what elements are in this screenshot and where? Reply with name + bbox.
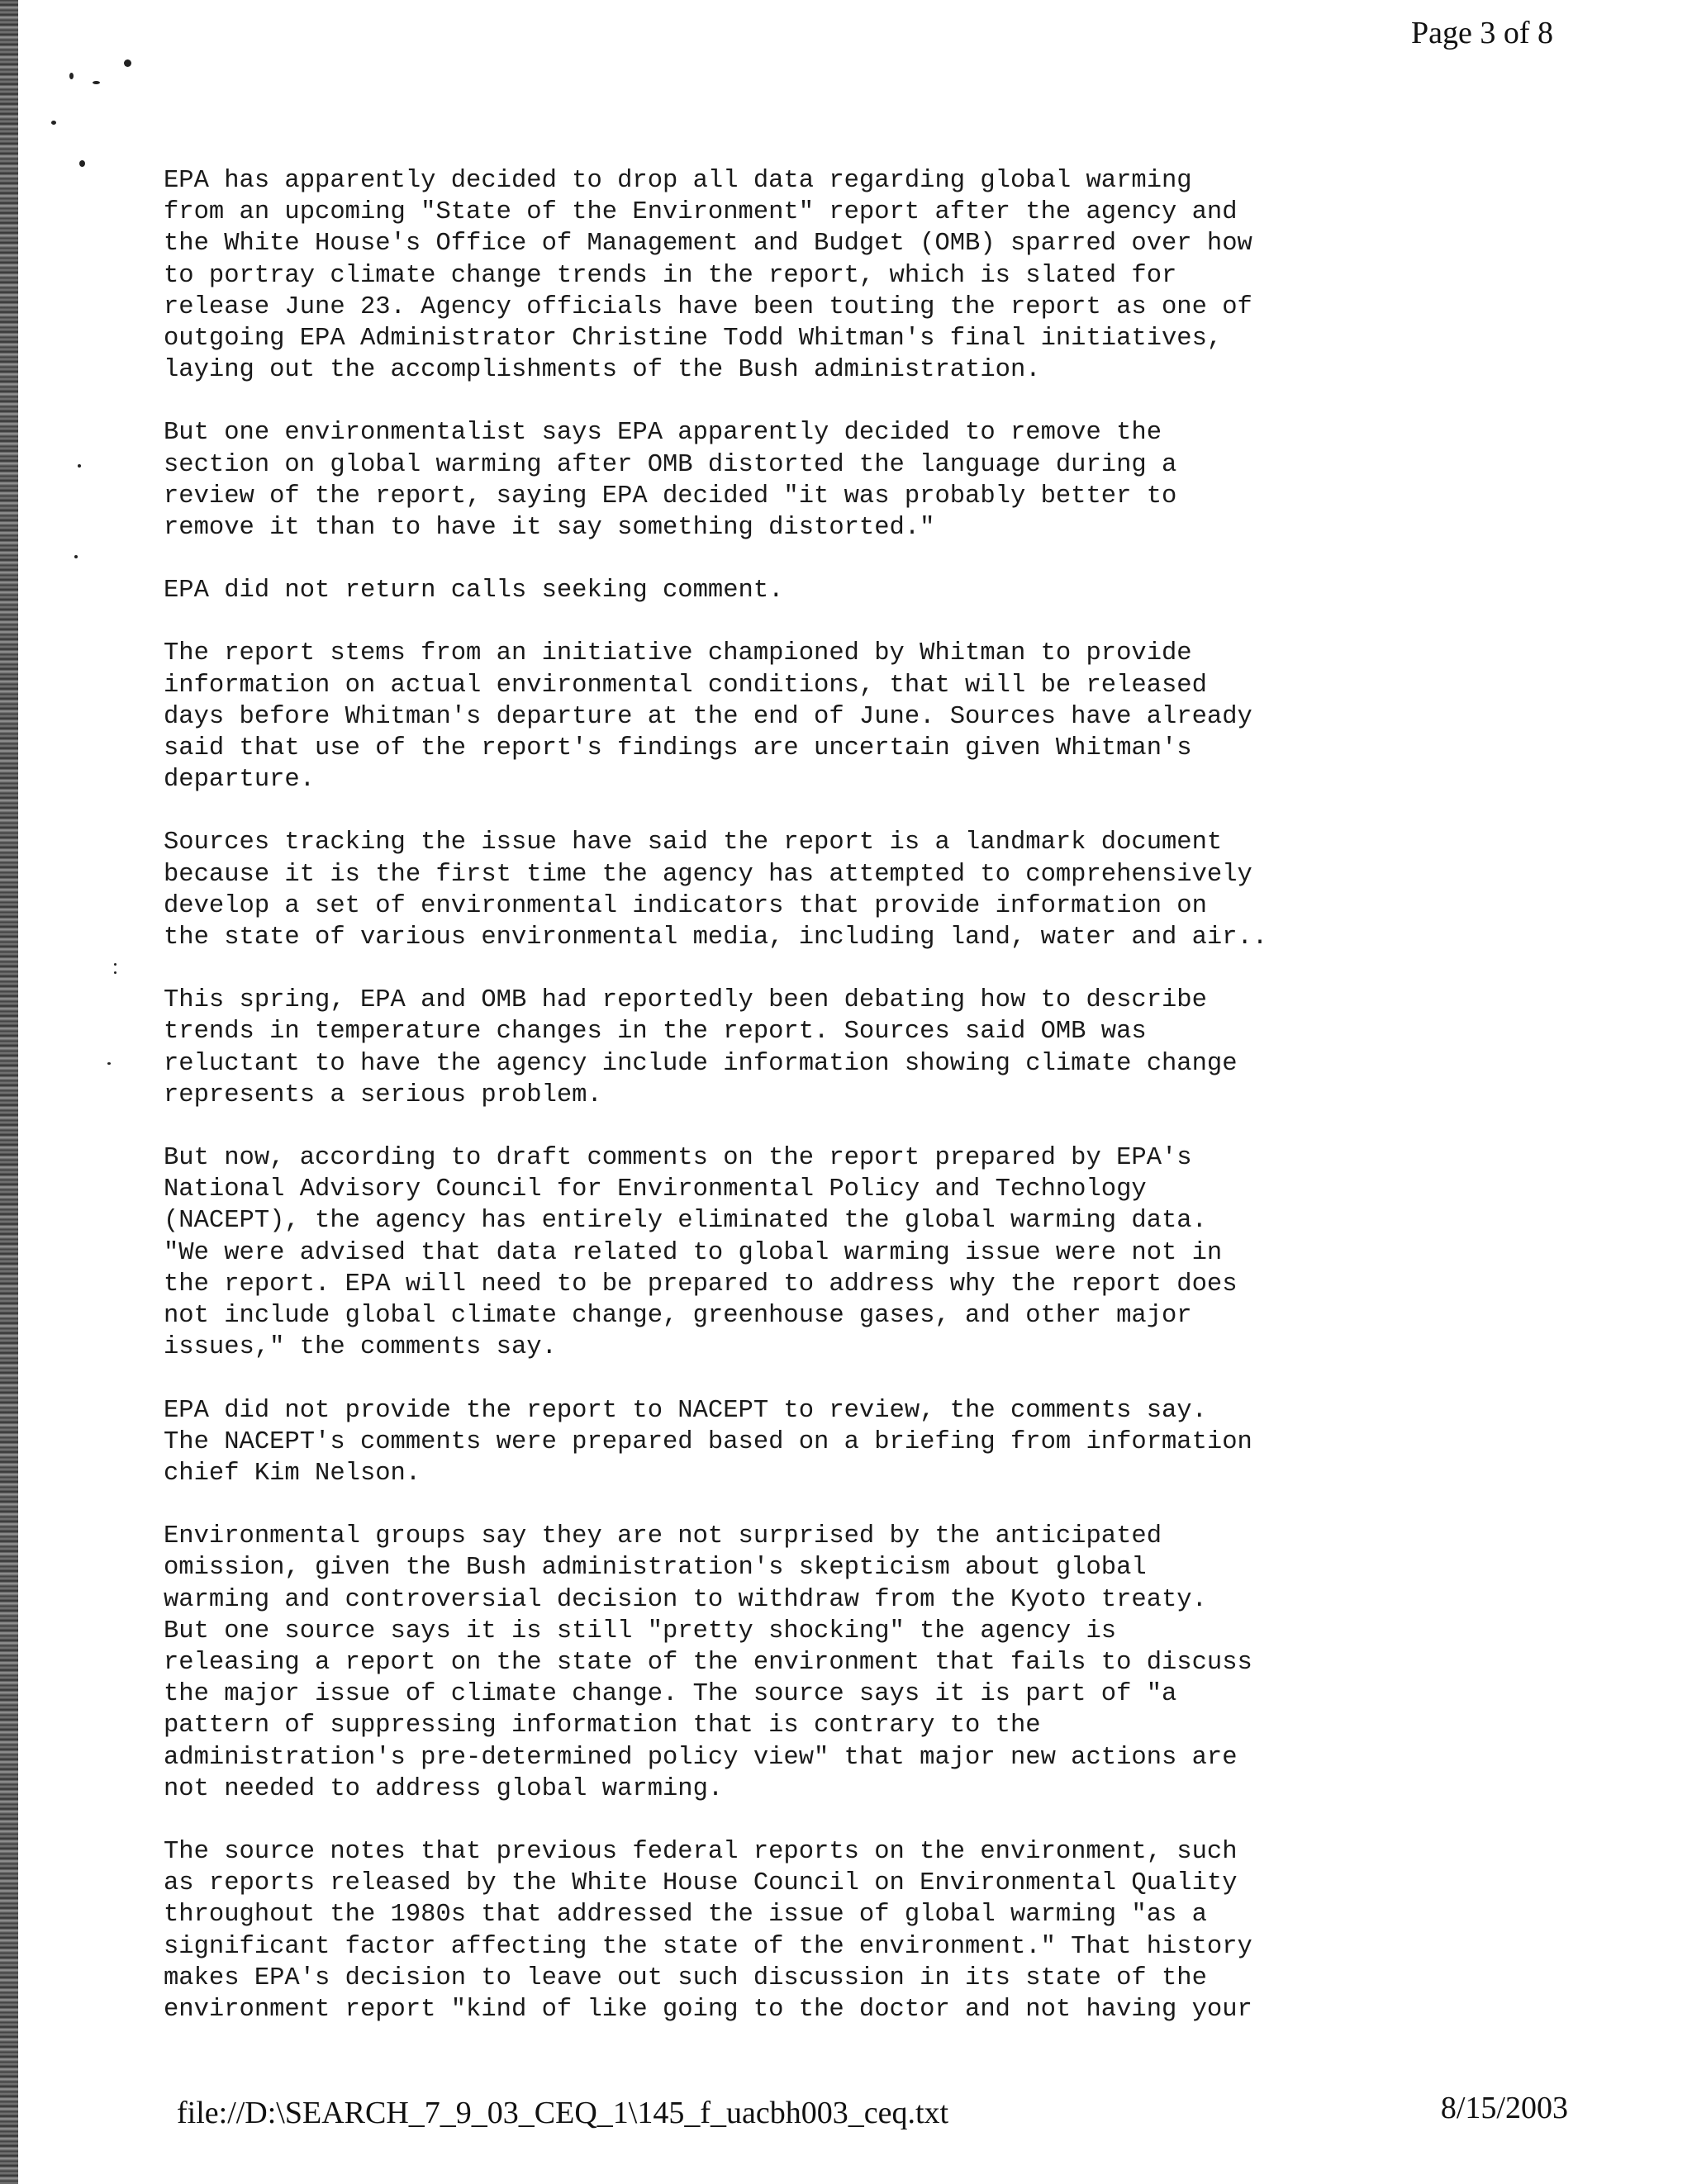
- scan-speck: [51, 121, 56, 125]
- paragraph: EPA did not provide the report to NACEPT to review, the comments say. The NACEPT's comments were prepared based on a briefing from information chief Kim Nelson.: [164, 1396, 1252, 1488]
- scan-speck: [93, 81, 100, 84]
- paragraph: EPA has apparently decided to drop all data regarding global warming from an upcoming "State of the Environment" report after the agency and the White House's Office of Management and Budget (OMB) sparred over how to portray climate change trends in the report, which is slated for release June 23. Agency officials have been touting the report as one of outgoing EPA Administrator Christine Todd Whitman's final initiatives, laying out the accomplishments of the Bush administration.: [164, 167, 1252, 385]
- scan-speck: [69, 73, 74, 79]
- scan-speck: [124, 59, 131, 67]
- paragraph: Sources tracking the issue have said the report is a landmark document because it is the first time the agency has attempted to comprehensively develop a set of environmental indicators that provide information on the state of various environmental media, including land, water and air..: [164, 828, 1268, 952]
- article-body: [164, 165, 1386, 2057]
- paragraph: But one environmentalist says EPA apparently decided to remove the section on global warming after OMB distorted the language during a review of the report, saying EPA decided "it was probably better to remove it than to have it say something distorted.": [164, 419, 1177, 543]
- scan-speck: [79, 160, 85, 167]
- scan-speck: [74, 555, 78, 558]
- paragraph: The source notes that previous federal reports on the environment, such as reports released by the White House Council on Environmental Quality throughout the 1980s that addressed the issue of global warming "as a significant factor affecting the state of the environment." That history makes EPA's decision to leave out such discussion in its state of the environment report "kind of like going to the doctor and not having your: [164, 1837, 1252, 2024]
- paragraph: EPA did not return calls seeking comment.: [164, 577, 784, 605]
- scan-speck: [78, 464, 81, 468]
- scan-speck: [107, 1062, 111, 1065]
- paragraph: This spring, EPA and OMB had reportedly been debating how to describe trends in temperature changes in the report. Sources said OMB was reluctant to have the agency include information showing climate change represents a serious problem.: [164, 986, 1238, 1109]
- scan-edge-shadow: [0, 0, 18, 2184]
- page-number: Page 3 of 8: [1410, 16, 1553, 50]
- footer-file-path: file://D:\SEARCH_7_9_03_CEQ_1\145_f_uacbh003_ceq.txt: [177, 2096, 949, 2130]
- footer-date: 8/15/2003: [1440, 2091, 1568, 2125]
- paragraph: Environmental groups say they are not surprised by the anticipated omission, given the Bush administration's skepticism about global warming and controversial decision to withdraw from the Kyoto treaty. But one source says it is still "pretty shocking" the agency is releasing a report on the state of the environment that fails to discuss the major issue of climate change. The source says it is part of "a pattern of suppressing information that is contrary to the administration's pre-determined policy view" that major new actions are not needed to address global warming.: [164, 1522, 1252, 1803]
- paragraph: The report stems from an initiative championed by Whitman to provide information on actual environmental conditions, that will be released days before Whitman's departure at the end of June. Sources have already said that use of the report's findings are uncertain given Whitman's departure.: [164, 639, 1252, 795]
- scan-speck: [114, 963, 116, 966]
- scan-speck: [114, 971, 116, 974]
- paragraph: But now, according to draft comments on the report prepared by EPA's National Advisory Council for Environmental Policy and Technology (NACEPT), the agency has entirely eliminated the global warming data. "We were advised that data related to global warming issue were not in the report. EPA will need to be prepared to address why the report does not include global climate change, greenhouse gases, and other major issues," the comments say.: [164, 1144, 1238, 1362]
